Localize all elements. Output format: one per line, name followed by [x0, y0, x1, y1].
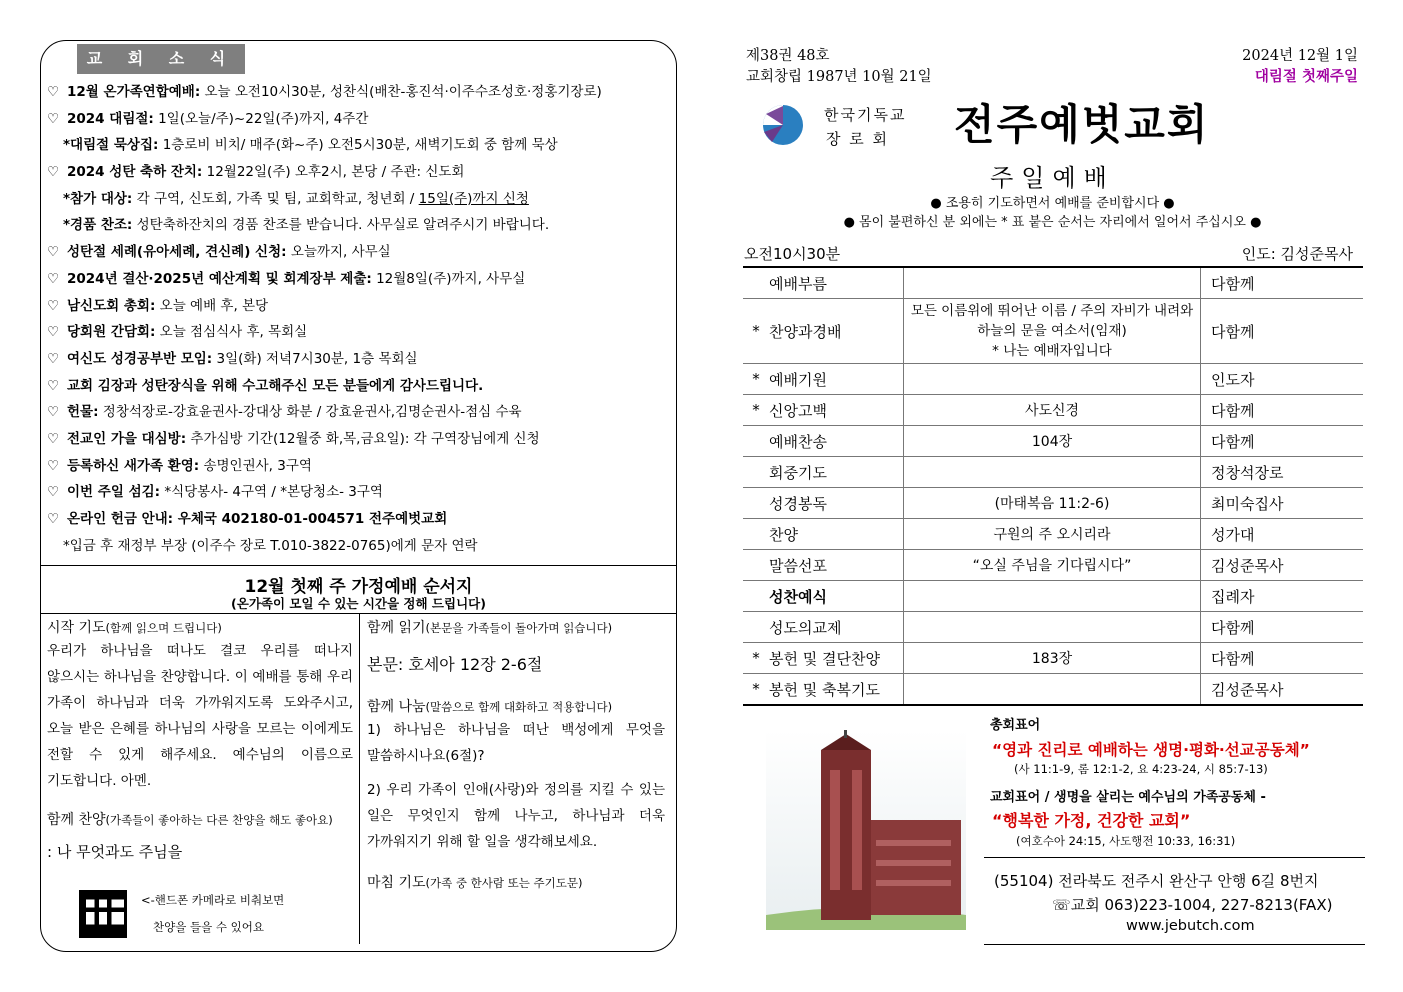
heart-icon: ♡ [47, 457, 60, 474]
order-item-leader: 다함께 [1201, 426, 1364, 457]
order-item-content: 183장 [904, 643, 1201, 674]
news-item-title: *경품 찬조: [63, 217, 133, 234]
church-name: 전주예벗교회 [954, 100, 1210, 149]
home-worship-right-column [367, 618, 665, 893]
hymn-heading [47, 810, 353, 830]
order-item-content: 모든 이름위에 뛰어난 이름 / 주의 자비가 내려와 하늘의 문을 여소서(임재) * 나는 예배자입니다 [904, 299, 1201, 364]
home-worship-grid [41, 613, 676, 952]
order-star-mark [743, 581, 769, 612]
news-item-text: 1층로비 비치/ 매주(화~주) 오전5시30분, 새벽기도회 중 함께 묵상 [158, 137, 558, 154]
news-item-title: *대림절 묵상집: [63, 137, 159, 154]
news-item-title: 교회 김장과 성탄장식을 위해 수고해주신 모든 분들에게 감사드립니다. [67, 377, 484, 394]
order-star-mark [743, 457, 769, 488]
order-item-name: 찬양과경배 [769, 299, 904, 364]
order-item-name: 성경봉독 [769, 488, 904, 519]
order-star-mark [743, 612, 769, 643]
news-item-text: 12월22일(주) 오후2시, 본당 / 주관: 신도회 [202, 164, 465, 181]
order-item-content: 사도신경 [904, 395, 1201, 426]
heart-icon: ♡ [47, 270, 60, 287]
news-item [47, 453, 671, 480]
closing-prayer-note: (가족 중 한사람 또는 주기도문) [425, 876, 583, 890]
news-item-text: *입금 후 재정부 부장 (이주수 장로 T.010-3822-0765)에게 문자 연락 [63, 537, 478, 554]
news-item [47, 373, 671, 400]
news-item-title: 헌물: [67, 404, 99, 421]
church-phone: ☏교회 063)223-1004, 227-8213(FAX) [1052, 896, 1333, 914]
heart-icon: ♡ [47, 377, 60, 394]
news-item-text: 3일(화) 저녁7시30분, 1층 목회실 [212, 350, 418, 367]
heart-icon: ♡ [47, 404, 60, 421]
order-item-leader: 집례자 [1201, 581, 1364, 612]
denomination-motto-reference: (사 11:1-9, 롬 12:1-2, 요 4:23-24, 시 85:7-13) [1014, 762, 1268, 776]
order-item-leader: 김성준목사 [1201, 674, 1364, 706]
service-title: 주일예배 [990, 164, 1115, 192]
start-prayer-heading [47, 618, 353, 638]
news-item [47, 106, 671, 133]
news-item [47, 399, 671, 426]
news-item-text: 추가심방 기간(12월중 화,목,금요일): 각 구역장님에게 신청 [186, 430, 540, 447]
order-item-name: 예배찬송 [769, 426, 904, 457]
heart-icon: ♡ [47, 244, 60, 261]
news-item-title: 2024 성탄 축하 잔치: [67, 164, 203, 181]
heart-icon: ♡ [47, 297, 60, 314]
worship-notice-1: ● 조용히 기도하면서 예배를 준비합시다 ● [930, 196, 1175, 211]
heart-icon: ♡ [47, 164, 60, 181]
order-item-leader: 김성준목사 [1201, 550, 1364, 581]
worship-order-row [743, 488, 1363, 519]
order-item-leader: 다함께 [1201, 612, 1364, 643]
order-item-name: 회중기도 [769, 457, 904, 488]
worship-order-row [743, 267, 1363, 299]
worship-order-row [743, 550, 1363, 581]
hymn-note: (가족들이 좋아하는 다른 찬양을 해도 좋아요) [105, 813, 333, 827]
church-logo-icon [762, 104, 804, 146]
order-item-leader: 다함께 [1201, 299, 1364, 364]
share-question-1: 1) 하나님은 하나님을 떠난 백성에게 무엇을 말씀하시나요(6절)? [367, 722, 665, 764]
news-item-text: 오늘 예배 후, 본당 [155, 297, 269, 314]
news-item-text: 오늘 오전10시30분, 성찬식(배찬-홍진석·이주수조성호·정홍기장로) [200, 84, 602, 100]
church-motto-label: 교회표어 / 생명을 살리는 예수님의 가족공동체 - [990, 790, 1266, 805]
home-worship-title: 12월 첫째 주 가정예배 순서지 [41, 565, 676, 597]
worship-order-row [743, 457, 1363, 488]
reading-heading [367, 618, 665, 638]
bulletin-front-panel [740, 40, 1365, 952]
worship-order-row [743, 643, 1363, 674]
order-item-content [904, 674, 1201, 706]
church-building-image [766, 730, 966, 930]
order-item-content [904, 612, 1201, 643]
column-divider [359, 614, 360, 944]
order-item-content [904, 457, 1201, 488]
order-item-name: 찬양 [769, 519, 904, 550]
news-item [47, 79, 671, 106]
news-item-text: 오늘 점심식사 후, 목회실 [155, 324, 308, 341]
start-prayer-body: 우리가 하나님을 떠나도 결코 우리를 떠나지 않으시는 하나님을 찬양합니다. 이 예배를 통해 우리 가족이 하나님과 더욱 가까워지도록 도와주시고, 오늘 받은 은혜를 하나님의 사랑을 모르는 이에게도 전할 수 있게 해주세요. 예수님의 이름으로 기도합니다. 아멘. [47, 643, 353, 789]
worship-order-row [743, 364, 1363, 395]
heart-icon: ♡ [47, 430, 60, 447]
order-item-name: 예배기원 [769, 364, 904, 395]
news-item [47, 293, 671, 320]
order-star-mark: * [743, 299, 769, 364]
start-prayer-title: 시작 기도 [47, 620, 106, 636]
order-star-mark: * [743, 643, 769, 674]
news-item [47, 319, 671, 346]
church-motto: “행복한 가정, 건강한 교회” [992, 811, 1191, 830]
news-item-text: 12월8일(주)까지, 사무실 [371, 270, 526, 287]
worship-order-row [743, 581, 1363, 612]
news-item-text: 성탄축하잔치의 경품 찬조를 받습니다. 사무실로 알려주시기 바랍니다. [132, 217, 550, 234]
order-star-mark: * [743, 395, 769, 426]
heart-icon: ♡ [47, 484, 60, 501]
reading-title: 함께 읽기 [367, 620, 426, 636]
heart-icon: ♡ [47, 84, 60, 100]
share-question-2: 2) 우리 가족이 인애(사랑)와 정의를 지킬 수 있는 일은 무엇인지 함께 나누고, 하나님과 더욱 가까워지기 위해 할 일을 생각해보세요. [367, 782, 665, 850]
news-item-title: 2024년 결산·2025년 예산계획 및 회계장부 제출: [67, 270, 372, 287]
worship-order-row [743, 612, 1363, 643]
news-item-deadline: 15일(주)까지 신청 [418, 190, 529, 207]
news-item [47, 266, 671, 293]
denomination-line-2: 장 로 회 [826, 130, 890, 148]
closing-prayer-title: 마침 기도 [367, 875, 426, 891]
order-item-leader: 다함께 [1201, 643, 1364, 674]
order-item-content: 구원의 주 오시리라 [904, 519, 1201, 550]
liturgical-season: 대림절 첫째주일 [1254, 69, 1358, 85]
worship-order-row [743, 395, 1363, 426]
news-item-text: 정창석장로-강효윤권사-강대상 화분 / 강효윤권사,김명순권사-점심 수육 [98, 404, 522, 421]
news-item [47, 426, 671, 453]
reading-note: (본문을 가족들이 돌아가며 읽습니다) [425, 621, 613, 635]
denomination-motto: “영과 진리로 예배하는 생명·평화·선교공동체” [992, 741, 1310, 759]
church-motto-reference: (여호수아 24:15, 사도행전 10:33, 16:31) [1016, 834, 1236, 848]
order-item-content: “오실 주님을 기다립시다” [904, 550, 1201, 581]
order-star-mark [743, 267, 769, 299]
order-star-mark [743, 519, 769, 550]
news-item-title: 이번 주일 섬김: [67, 484, 161, 501]
heart-icon: ♡ [47, 110, 60, 127]
closing-prayer-heading [367, 873, 665, 893]
qr-instruction-1: <-핸드폰 카메라로 비춰보면 [141, 893, 285, 907]
order-star-mark: * [743, 674, 769, 706]
order-star-mark [743, 550, 769, 581]
order-item-content [904, 581, 1201, 612]
order-item-name: 성도의교제 [769, 612, 904, 643]
start-prayer-note: (함께 읽으며 드립니다) [105, 621, 222, 635]
order-item-leader: 최미숙집사 [1201, 488, 1364, 519]
share-title: 함께 나눔 [367, 699, 426, 715]
worship-notice-2: ● 몸이 불편하신 분 외에는 * 표 붙은 순서는 자리에서 일어서 주십시오 ● [843, 215, 1262, 230]
order-star-mark: * [743, 364, 769, 395]
service-time: 오전10시30분 [744, 245, 841, 263]
bulletin-date: 2024년 12월 1일 [1242, 48, 1358, 64]
service-leader: 인도: 김성준목사 [1241, 245, 1353, 263]
order-item-leader: 다함께 [1201, 267, 1364, 299]
home-worship-subtitle: (온가족이 모일 수 있는 시간을 정해 드립니다) [231, 596, 486, 611]
worship-order-row [743, 674, 1363, 706]
order-item-name: 예배부름 [769, 267, 904, 299]
church-website[interactable]: www.jebutch.com [1126, 918, 1255, 934]
news-item-text: 각 구역, 신도회, 가족 및 팀, 교회학교, 청년회 / [132, 190, 419, 207]
order-item-leader: 성가대 [1201, 519, 1364, 550]
news-list [47, 79, 671, 559]
order-item-leader: 다함께 [1201, 395, 1364, 426]
hymn-title: : 나 무엇과도 주님을 [47, 843, 183, 861]
heart-icon: ♡ [47, 324, 60, 341]
worship-order-row [743, 299, 1363, 364]
order-item-name: 봉헌 및 결단찬양 [769, 643, 904, 674]
order-star-mark [743, 426, 769, 457]
volume-number: 제38권 48호 [746, 48, 830, 64]
order-item-content [904, 267, 1201, 299]
founding-date: 교회창립 1987년 10월 21일 [746, 69, 932, 85]
news-item-title: 성탄절 세례(유아세례, 견신례) 신청: [67, 244, 287, 261]
heart-icon: ♡ [47, 350, 60, 367]
order-item-content [904, 364, 1201, 395]
news-item [47, 346, 671, 373]
news-item [47, 132, 671, 159]
share-note: (말씀으로 함께 대화하고 적용합니다) [425, 700, 613, 714]
order-star-mark [743, 488, 769, 519]
heart-icon: ♡ [47, 511, 60, 527]
reading-passage: 본문: 호세아 12장 2-6절 [367, 655, 543, 674]
news-item [47, 212, 671, 239]
worship-order-row [743, 519, 1363, 550]
hymn-title-label: 함께 찬양 [47, 812, 106, 828]
order-item-content: (마태복음 11:2-6) [904, 488, 1201, 519]
denomination-line-1: 한국기독교 [824, 106, 907, 124]
news-item-title: 12월 온가족연합예배: [67, 84, 201, 100]
news-item-text: *식당봉사- 4구역 / *본당청소- 3구역 [160, 484, 383, 501]
church-address: (55104) 전라북도 전주시 완산구 안행 6길 8번지 [994, 872, 1319, 890]
news-item-text: 오늘까지, 사무실 [286, 244, 391, 261]
news-item [47, 506, 671, 533]
news-item-text: 송명인권사, 3구역 [199, 457, 312, 474]
news-item-title: 남신도회 총회: [67, 297, 156, 314]
church-news-panel [40, 40, 677, 952]
order-item-leader: 인도자 [1201, 364, 1364, 395]
news-item [47, 239, 671, 266]
contact-box [984, 857, 1365, 945]
order-item-leader: 정창석장로 [1201, 457, 1364, 488]
news-item-title: 당회원 간담회: [67, 324, 156, 341]
order-item-name: 봉헌 및 축복기도 [769, 674, 904, 706]
order-item-content: 104장 [904, 426, 1201, 457]
order-item-name: 말씀선포 [769, 550, 904, 581]
news-item-title: 2024 대림절: [67, 110, 154, 127]
qr-code[interactable] [79, 890, 127, 938]
news-item-title: *참가 대상: [63, 190, 133, 207]
qr-instruction-2: 찬양을 들을 수 있어요 [153, 920, 264, 934]
news-item-title: 전교인 가을 대심방: [67, 430, 187, 447]
news-item-title: 여신도 성경공부반 모임: [67, 350, 213, 367]
news-item-title: 등록하신 새가족 환영: [67, 457, 200, 474]
news-header: 교 회 소 식 [77, 44, 245, 74]
home-worship-left-column [47, 618, 353, 862]
worship-order-row [743, 426, 1363, 457]
order-of-worship [743, 266, 1363, 706]
order-item-name: 신앙고백 [769, 395, 904, 426]
news-item [47, 479, 671, 506]
news-item-text: 1일(오늘/주)~22일(주)까지, 4주간 [153, 110, 369, 127]
news-item [47, 533, 671, 560]
news-item [47, 159, 671, 186]
news-item [47, 186, 671, 213]
order-item-name: 성찬예식 [769, 581, 904, 612]
news-item-title: 온라인 헌금 안내: 우체국 402180-01-004571 전주예벗교회 [67, 511, 448, 527]
share-heading [367, 697, 665, 717]
denomination-motto-label: 총회표어 [990, 718, 1041, 733]
